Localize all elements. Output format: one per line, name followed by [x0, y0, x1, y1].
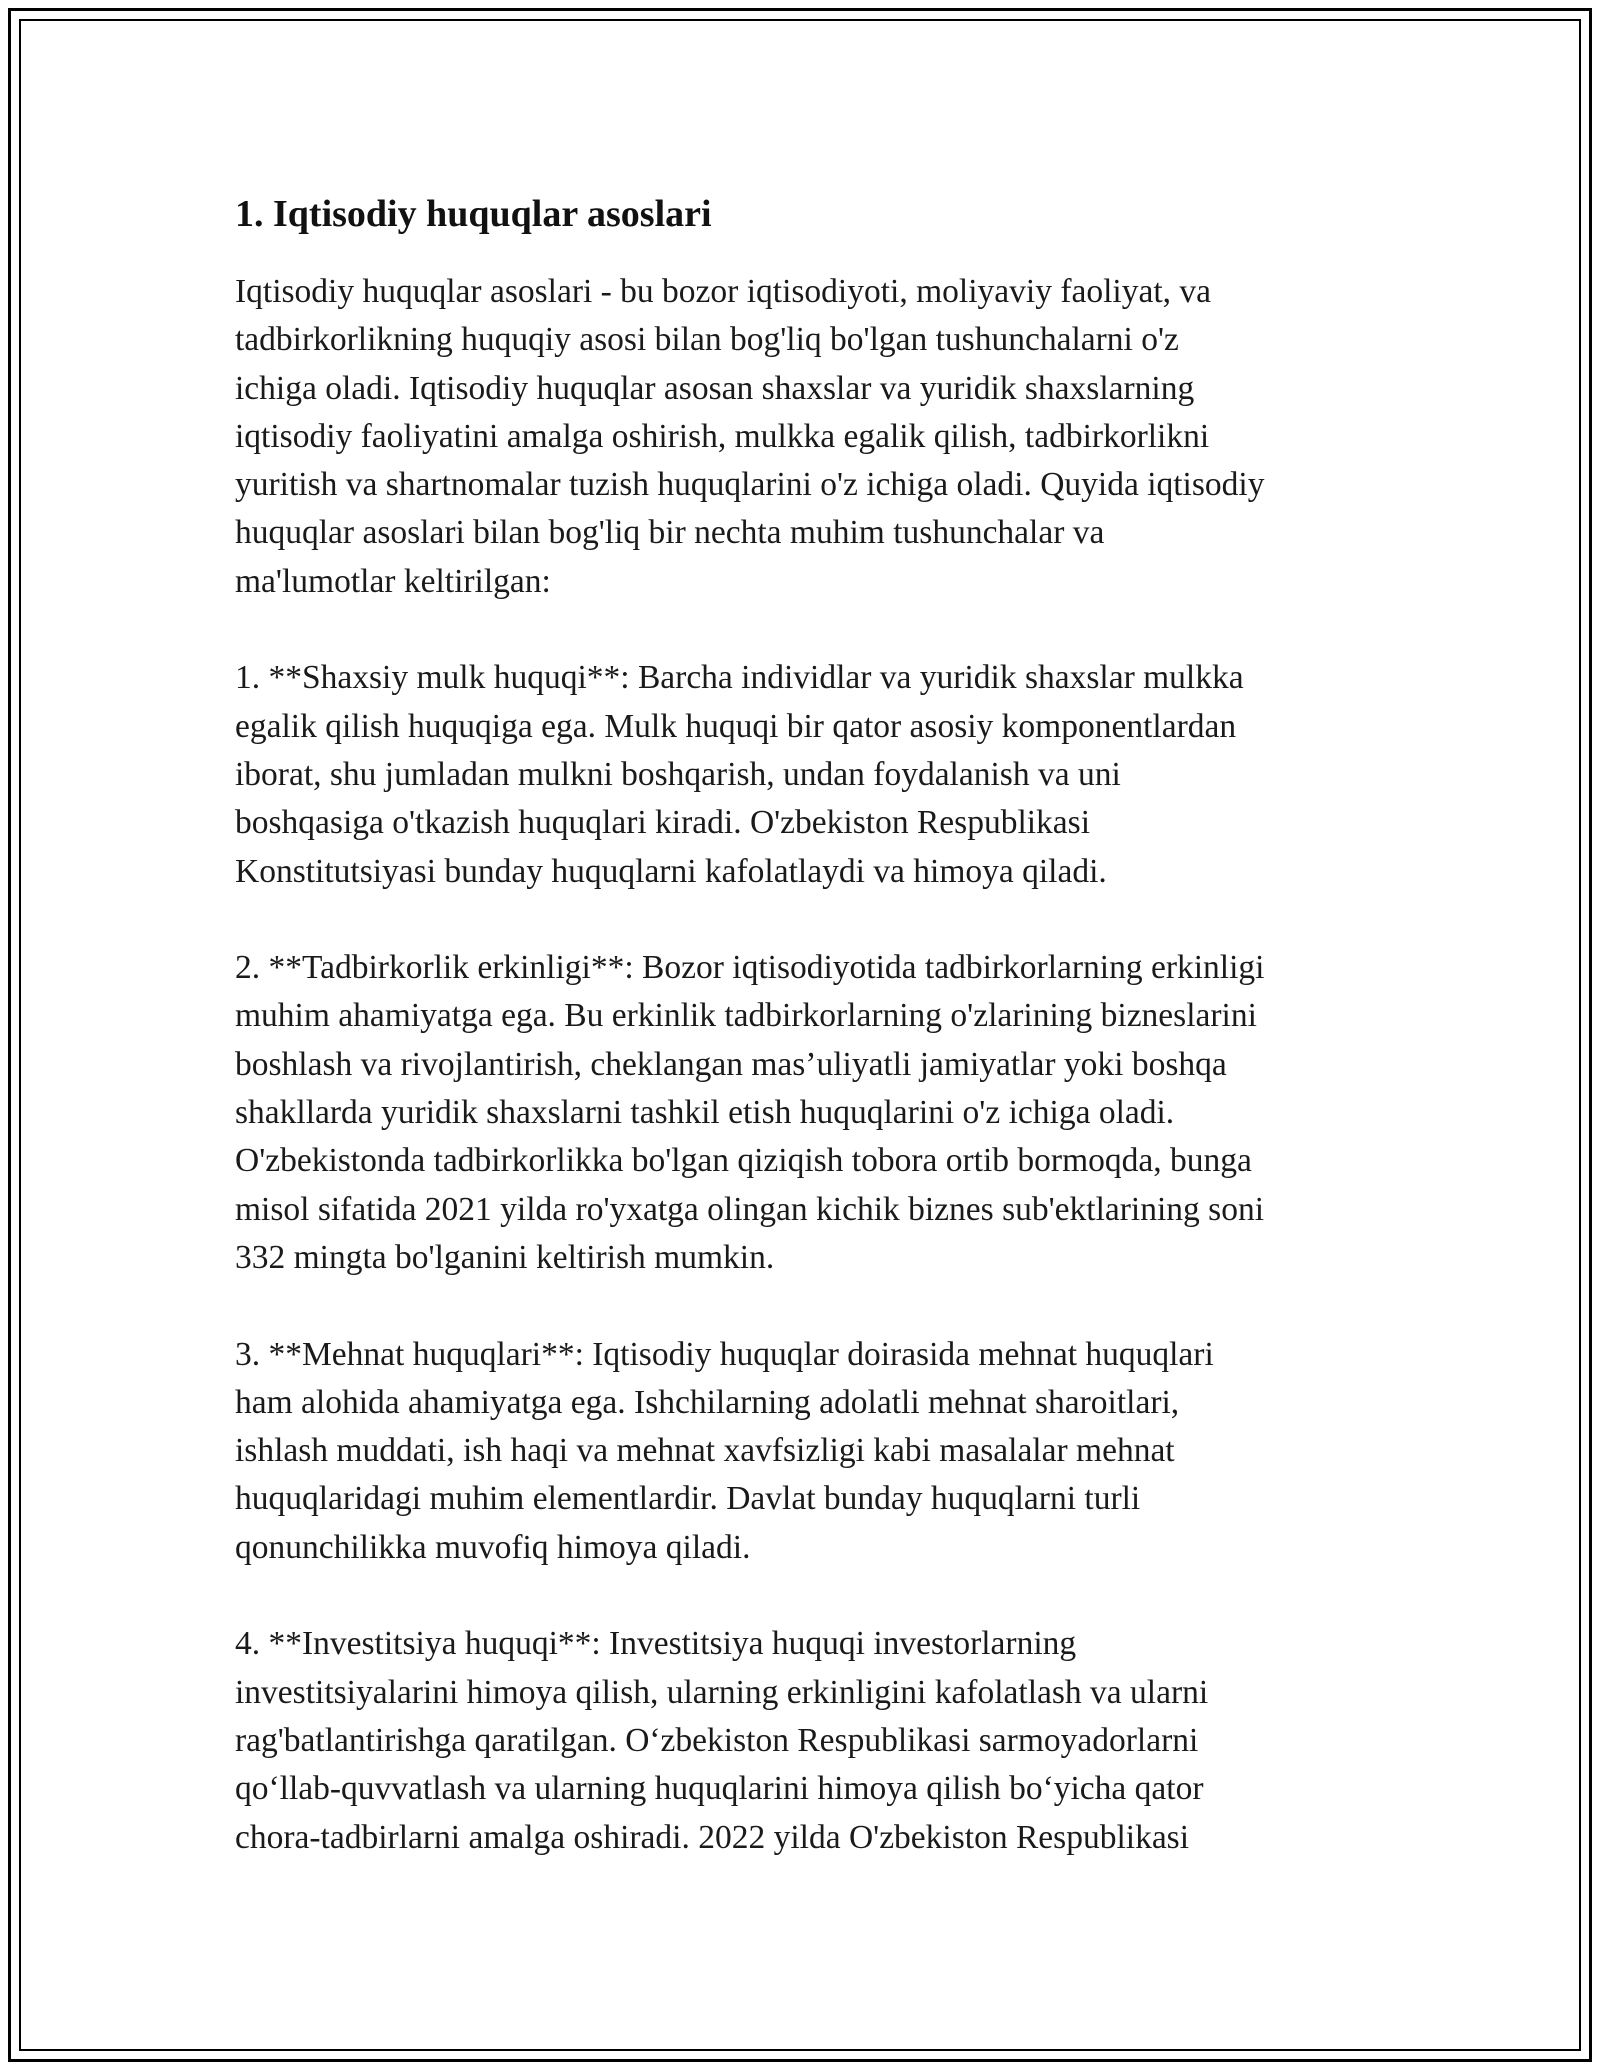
document-body: [235, 188, 1385, 1862]
intro-paragraph: Iqtisodiy huquqlar asoslari - bu bozor iqtisodiyoti, moliyaviy faoliyat, va tadbirkorlikning huquqiy asosi bilan bog'liq bo'lgan tushunchalarni o'z ichiga oladi. Iqtisodiy huquqlar asosan shaxslar va yuridik shaxslarning iqtisodiy faoliyatini amalga oshirish, mulkka egalik qilish, tadbirkorlikni yuritish va shartnomalar tuzish huquqlarini o'z ichiga oladi. Quyida iqtisodiy huquqlar asoslari bilan bog'liq bir nechta muhim tushunchalar va ma'lumotlar keltirilgan:: [235, 273, 1265, 600]
paragraph-investment-right: 4. **Investitsiya huquqi**: Investitsiya huquqi investorlarning investitsiyalarini himoya qilish, ularning erkinligini kafolatlash va ularni rag'batlantirishga qaratilgan. O‘zbekiston Respublikasi sarmoyadorlarni qo‘llab-quvvatlash va ularning huquqlarini himoya qilish bo‘yicha qator chora-tadbirlarni amalga oshiradi. 2022 yilda O'zbekiston Respublikasi: [235, 1625, 1209, 1856]
paragraph-property-right: 1. **Shaxsiy mulk huquqi**: Barcha individlar va yuridik shaxslar mulkka egalik qilish huquqiga ega. Mulk huquqi bir qator asosiy komponentlardan iborat, shu jumladan mulkni boshqarish, undan foydalanish va uni boshqasiga o'tkazish huquqlari kiradi. O'zbekiston Respublikasi Konstitutsiyasi bunday huquqlarni kafolatlaydi va himoya qiladi.: [235, 659, 1244, 890]
paragraph-labor-rights: 3. **Mehnat huquqlari**: Iqtisodiy huquqlar doirasida mehnat huquqlari ham alohida ahamiyatga ega. Ishchilarning adolatli mehnat sharoitlari, ishlash muddati, ish haqi va mehnat xavfsizligi kabi masalalar mehnat huquqlaridagi muhim elementlardir. Davlat bunday huquqlarni turli qonunchilikka muvofiq himoya qiladi.: [235, 1335, 1214, 1566]
paragraph-entrepreneurship-freedom: 2. **Tadbirkorlik erkinligi**: Bozor iqtisodiyotida tadbirkorlarning erkinligi muhim ahamiyatga ega. Bu erkinlik tadbirkorlarning o'zlarining bizneslarini boshlash va rivojlantirish, cheklangan mas’uliyatli jamiyatlar yoki boshqa shakllarda yuridik shaxslarni tashkil etish huquqlarini o'z ichiga oladi. O'zbekistonda tadbirkorlikka bo'lgan qiziqish tobora ortib bormoqda, bunga misol sifatida 2021 yilda ro'yxatga olingan kichik biznes sub'ektlarining soni 332 mingta bo'lganini keltirish mumkin.: [235, 949, 1265, 1276]
section-heading: 1. Iqtisodiy huquqlar asoslari: [235, 193, 712, 235]
